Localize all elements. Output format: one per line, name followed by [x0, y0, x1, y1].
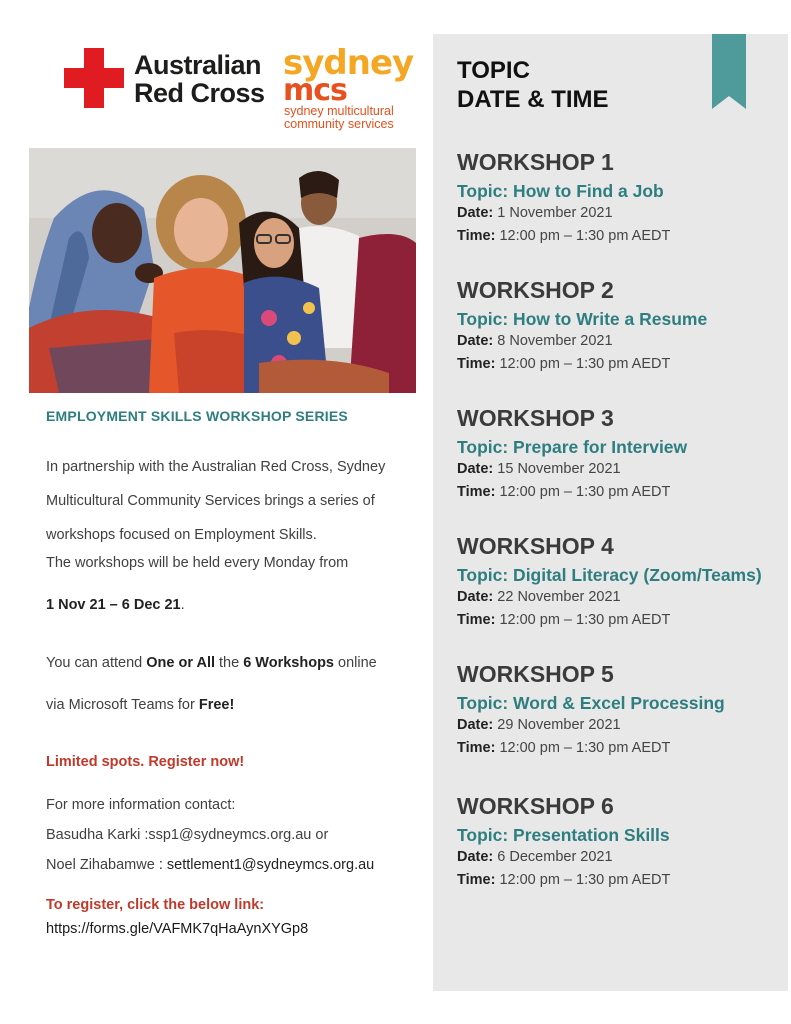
time-value: 12:00 pm – 1:30 pm AEDT — [495, 356, 671, 372]
intro-line-2: Multicultural Community Services brings a series of — [46, 493, 375, 509]
workshop-date — [457, 586, 787, 609]
attend-text-3: online — [334, 655, 377, 671]
time-label: Time: — [457, 872, 496, 888]
red-cross-name-line2: Red Cross — [134, 78, 265, 108]
contact-2-name: Noel Zihabamwe — [46, 857, 159, 873]
workshop-time — [457, 353, 787, 376]
workshop-time — [457, 225, 787, 248]
red-cross-logo-text — [134, 51, 274, 107]
date-value: 29 November 2021 — [493, 717, 621, 733]
workshop-topic: Topic: Presentation Skills — [457, 825, 670, 845]
workshop-3 — [457, 404, 787, 504]
time-label: Time: — [457, 740, 496, 756]
date-label: Date: — [457, 205, 494, 221]
date-label: Date: — [457, 589, 494, 605]
contact-line-2 — [46, 850, 416, 880]
workshop-date — [457, 714, 787, 737]
register-link[interactable]: https://forms.gle/VAFMK7qHaAynXYGp8 — [46, 921, 309, 937]
date-range: 1 Nov 21 – 6 Dec 21 — [46, 597, 181, 613]
workshop-time — [457, 609, 787, 632]
sydney-mcs-logo-subtitle — [284, 105, 434, 131]
date-label: Date: — [457, 849, 494, 865]
time-label: Time: — [457, 612, 496, 628]
time-value: 12:00 pm – 1:30 pm AEDT — [495, 228, 671, 244]
date-range-end: . — [180, 597, 185, 613]
held-line: The workshops will be held every Monday from — [46, 555, 349, 571]
time-label: Time: — [457, 484, 496, 500]
contact-intro: For more information contact: — [46, 797, 236, 813]
workshop-title: WORKSHOP 2 — [457, 277, 614, 303]
workshop-5 — [457, 660, 787, 760]
time-value: 12:00 pm – 1:30 pm AEDT — [495, 484, 671, 500]
attend-bold-2: 6 Workshops — [243, 655, 334, 671]
mcs-sub-line2: community services — [284, 117, 394, 131]
date-range-line — [46, 595, 416, 615]
date-value: 22 November 2021 — [493, 589, 621, 605]
attend-line — [46, 653, 416, 673]
via-bold: Free! — [198, 697, 235, 713]
date-value: 8 November 2021 — [493, 333, 613, 349]
contact-2-email: : settlement1@sydneymcs.org.au — [158, 857, 375, 873]
workshop-topic: Topic: Digital Literacy (Zoom/Teams) — [457, 565, 762, 585]
via-text: via Microsoft Teams for — [46, 697, 199, 713]
workshop-topic: Topic: How to Find a Job — [457, 181, 664, 201]
attend-bold-1: One or All — [146, 655, 215, 671]
time-value: 12:00 pm – 1:30 pm AEDT — [495, 740, 671, 756]
date-label: Date: — [457, 717, 494, 733]
panel-heading-line2: DATE & TIME — [457, 86, 609, 113]
limited-spots-notice: Limited spots. Register now! — [46, 754, 245, 770]
intro-paragraph — [46, 450, 416, 552]
workshop-date — [457, 458, 787, 481]
red-cross-name-line1: Australian — [134, 50, 262, 80]
date-value: 6 December 2021 — [493, 849, 613, 865]
workshop-time — [457, 481, 787, 504]
workshop-participants-photo — [29, 148, 416, 393]
date-label: Date: — [457, 461, 494, 477]
time-label: Time: — [457, 228, 496, 244]
sydney-mcs-logo-abbr: mcs — [283, 73, 347, 108]
sydney-mcs-logo-word: sydney — [283, 43, 414, 83]
date-label: Date: — [457, 333, 494, 349]
workshop-topic: Topic: Word & Excel Processing — [457, 693, 725, 713]
panel-heading — [457, 56, 609, 114]
via-line — [46, 695, 416, 715]
register-label — [46, 897, 264, 913]
contact-block — [46, 790, 416, 880]
bookmark-ribbon-icon — [712, 34, 746, 109]
workshop-date — [457, 846, 787, 869]
workshop-2 — [457, 276, 787, 376]
workshop-6 — [457, 792, 787, 892]
panel-heading-line1: TOPIC — [457, 57, 530, 84]
workshop-date — [457, 202, 787, 225]
time-value: 12:00 pm – 1:30 pm AEDT — [495, 612, 671, 628]
workshop-topic: Topic: Prepare for Interview — [457, 437, 688, 457]
red-cross-emblem-icon — [64, 48, 124, 108]
workshop-date — [457, 330, 787, 353]
workshop-topic: Topic: How to Write a Resume — [457, 309, 708, 329]
register-label-1: To register — [46, 897, 120, 913]
contact-line-1: Basudha Karki :ssp1@sydneymcs.org.au or — [46, 827, 329, 843]
workshop-title: WORKSHOP 5 — [457, 661, 614, 687]
mcs-sub-line1: sydney multicultural — [284, 104, 394, 118]
intro-line-3: workshops focused on Employment Skills. — [46, 527, 317, 543]
date-value: 1 November 2021 — [493, 205, 613, 221]
time-value: 12:00 pm – 1:30 pm AEDT — [495, 872, 671, 888]
attend-text-1: You can attend — [46, 655, 147, 671]
series-title: EMPLOYMENT SKILLS WORKSHOP SERIES — [46, 408, 348, 424]
workshop-title: WORKSHOP 4 — [457, 533, 614, 559]
workshop-title: WORKSHOP 3 — [457, 405, 614, 431]
workshop-title: WORKSHOP 1 — [457, 149, 614, 175]
time-label: Time: — [457, 356, 496, 372]
register-label-2: , click the below link: — [119, 897, 265, 913]
workshop-4 — [457, 532, 787, 632]
workshop-time — [457, 869, 787, 892]
attend-text-2: the — [215, 655, 244, 671]
workshop-title: WORKSHOP 6 — [457, 793, 614, 819]
date-value: 15 November 2021 — [493, 461, 621, 477]
workshop-1 — [457, 148, 787, 248]
intro-line-1: In partnership with the Australian Red Cross, Sydney — [46, 459, 386, 475]
workshop-time — [457, 737, 787, 760]
